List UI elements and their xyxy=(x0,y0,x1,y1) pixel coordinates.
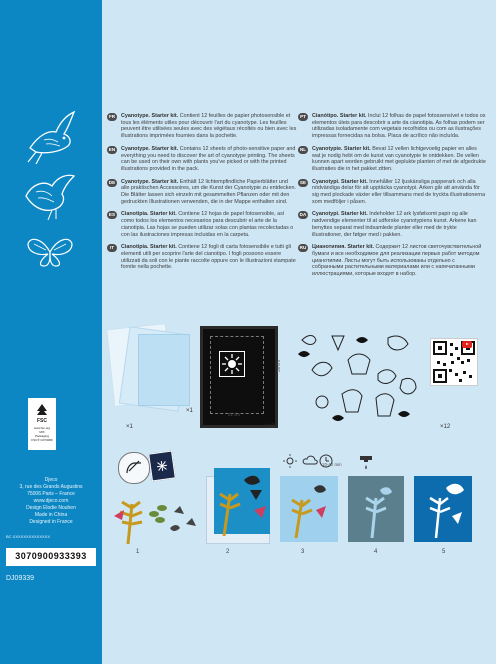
language-entry-en xyxy=(107,146,297,173)
step-number: 2 xyxy=(226,549,230,555)
language-badge: DE xyxy=(108,179,116,185)
water-tap-icon xyxy=(358,452,378,472)
exposure-time: 10-40 min xyxy=(322,462,342,467)
fsc-small-text: www.fsc.org MIX Packaging FSC® C074080 xyxy=(31,426,53,442)
language-entry-it xyxy=(107,244,297,271)
entry-title: Цианотипия. Starter kit. xyxy=(312,244,376,251)
step-number: 3 xyxy=(301,549,305,555)
language-entry-se xyxy=(298,179,486,206)
entry-text: Содержит 12 листов светочувствительной бумаги и все необходимое для реализации первых работ методом цианотипии. Листы могут быть использованы отдельно с собранными растительными материалами или с напечатанными иллюстрациями, которые входят в набор. xyxy=(312,244,482,278)
language-badge: SE xyxy=(299,179,307,185)
step-2-plants xyxy=(214,470,270,536)
entry-title: Cianotipia. Starter kit. xyxy=(121,244,179,251)
company-address: Djeco 3, rue des Grands Augustins 75006 Paris – France www.djeco.com Design Elodie Nouhen Made in China Designed in France xyxy=(19,477,83,525)
entry-text: Contains 12 sheets of photo-sensitive paper and everything you need to discover the art of cyanotype printing. The sheets can be used on their own with plants you've picked or with the printed illustrations provided in the pack. xyxy=(121,145,296,172)
language-column-left xyxy=(107,113,297,277)
illustrations-count: ×12 xyxy=(440,424,451,430)
bc-label: BC XXXXXXXXXXXXXX xyxy=(6,534,51,539)
sheet-icon xyxy=(148,450,176,481)
step-1-plants xyxy=(114,494,210,544)
step-4-plants xyxy=(352,480,400,538)
sidebar xyxy=(0,0,102,664)
entry-text: Innehåller 12 ljuskänsliga papperark och alla nödvändiga delar för att upptäcka cyanotypi. Arken går att använda för sig med plockade växter eller tillsammans med de tryckta illustrationerna som medföljer i påsen. xyxy=(312,178,486,205)
weather-icons xyxy=(282,452,334,470)
sheet-width-label: 21 cm xyxy=(228,412,240,417)
language-badge: ES xyxy=(108,212,116,218)
step-5-plants xyxy=(418,480,468,538)
entry-text: Enthält 12 lichtempfindliche Papierblätter und alle praktischen Accessoires, um die Kunst der Cyanotypie zu entdecken. Die Blätter lassen sich einzeln mit gesammelten Pflanzen oder mit den gedruckten Illustrationen verwenden, die in der Mappe enthalten sind. xyxy=(121,178,296,205)
fsc-tree-icon xyxy=(35,403,49,417)
entry-title: Cyanotypi. Starter kit. xyxy=(312,211,370,218)
entry-text: Bevat 12 vellen lichtgevoelig papier en alles wat je nodig hebt om de kunst van cyanotypie te ontdekken. De vellen kunnen apart worden gebruikt met geplukte planten of met de afgedrukte illustraties die in het pakket zitten. xyxy=(312,145,486,172)
language-entry-es xyxy=(107,211,297,238)
language-entry-de xyxy=(107,179,297,206)
acetate-count: ×1 xyxy=(126,424,133,430)
language-badge: NL xyxy=(299,146,307,152)
language-badge: FR xyxy=(108,114,116,119)
entry-title: Cyanotype. Starter kit. xyxy=(121,178,180,185)
product-sku: DJ09339 xyxy=(6,575,35,582)
language-column-right xyxy=(298,113,486,284)
snowflake-icon xyxy=(149,452,174,481)
bird-illustration-top xyxy=(24,108,78,166)
hand-tray-icon xyxy=(118,452,150,484)
sheet-height-label: 28 cm xyxy=(276,360,281,372)
barcode-number: 3070900933393 xyxy=(15,551,87,561)
language-badge: EN xyxy=(108,146,116,152)
entry-title: Cyanotype. Starter kit. xyxy=(121,113,180,119)
entry-title: Cianótipo. Starter kit. xyxy=(312,113,369,119)
hand-icon xyxy=(119,453,149,483)
bird-illustration-middle xyxy=(22,170,78,222)
entry-title: Cyanotypi. Starter kit. xyxy=(312,178,370,185)
entry-text: Contiene 12 hojas de papel fotosensible, así como todos los elementos necesarios para descubrir el arte de la cianotipia. Las hojas se pueden utilizar solas con plantas recolectadas o con las ilustraciones impresas incluidas en la carpeta. xyxy=(121,211,294,238)
acetate-sheet xyxy=(138,334,190,406)
language-entry-nl xyxy=(298,146,486,173)
barcode xyxy=(6,548,96,566)
entry-text: Inclui 12 folhas de papel fotossensível e todos os elementos úteis para descobrir a arte da cianotipia. As folhas podem ser utilizadas isoladamente com vegetais recolhidos ou com as ilustrações impressas fornecidas na bolsa. Placa de acrílico não incluída. xyxy=(312,113,486,140)
sun-icon xyxy=(220,352,244,376)
sun-icon-box xyxy=(219,351,245,377)
fsc-label: FSC xyxy=(37,418,47,424)
language-badge: DA xyxy=(299,212,307,218)
entry-text: Contient 12 feuilles de papier photosensible et tous les éléments utiles pour découvrir l'art du cyanotype. Les feuilles peuvent être utilisées seules avec des végétaux récoltés ou bien avec les illustrations imprimées fournies dans la pochette. xyxy=(121,113,297,140)
language-entry-fr xyxy=(107,113,297,140)
language-badge: RU xyxy=(299,245,307,251)
fsc-logo xyxy=(28,398,56,450)
language-entry-pt xyxy=(298,113,486,140)
butterfly-illustration xyxy=(26,234,74,268)
language-entry-da xyxy=(298,211,486,238)
entry-title: Cyanotypie. Starter kit. xyxy=(312,145,373,152)
acetate-pouch-count: ×1 xyxy=(186,408,193,414)
language-badge: PT xyxy=(298,113,308,121)
illustrations-collage xyxy=(292,330,424,430)
step-number: 1 xyxy=(136,549,140,555)
language-badge: IT xyxy=(107,244,117,252)
entry-title: Cyanotype. Starter kit. xyxy=(121,145,180,152)
step-number: 4 xyxy=(374,549,378,555)
sheet-count: ×12 xyxy=(264,424,275,430)
entry-text: Contiene 12 fogli di carta fotosensibile e tutti gli elementi utili per scoprire l'arte del cianotipo. I fogli possono essere utilizzati da soli con le piante raccolte oppure con le illustrazioni stampate fornite nella pochette. xyxy=(121,244,296,271)
step-number: 5 xyxy=(442,549,446,555)
language-entry-ru xyxy=(298,244,486,278)
step-3-plants xyxy=(286,480,334,538)
youtube-icon[interactable] xyxy=(462,341,472,348)
entry-text: Indeholder 12 ark lysfølsomt papir og alle nødvendige elementer til at udforske cyanotypiens kunst. Arkene kan benyttes separat med indsamlede planter eller med de trykte illustrationer, der følger med i pakken. xyxy=(312,211,477,238)
entry-title: Cianotipia. Starter kit. xyxy=(121,211,179,218)
